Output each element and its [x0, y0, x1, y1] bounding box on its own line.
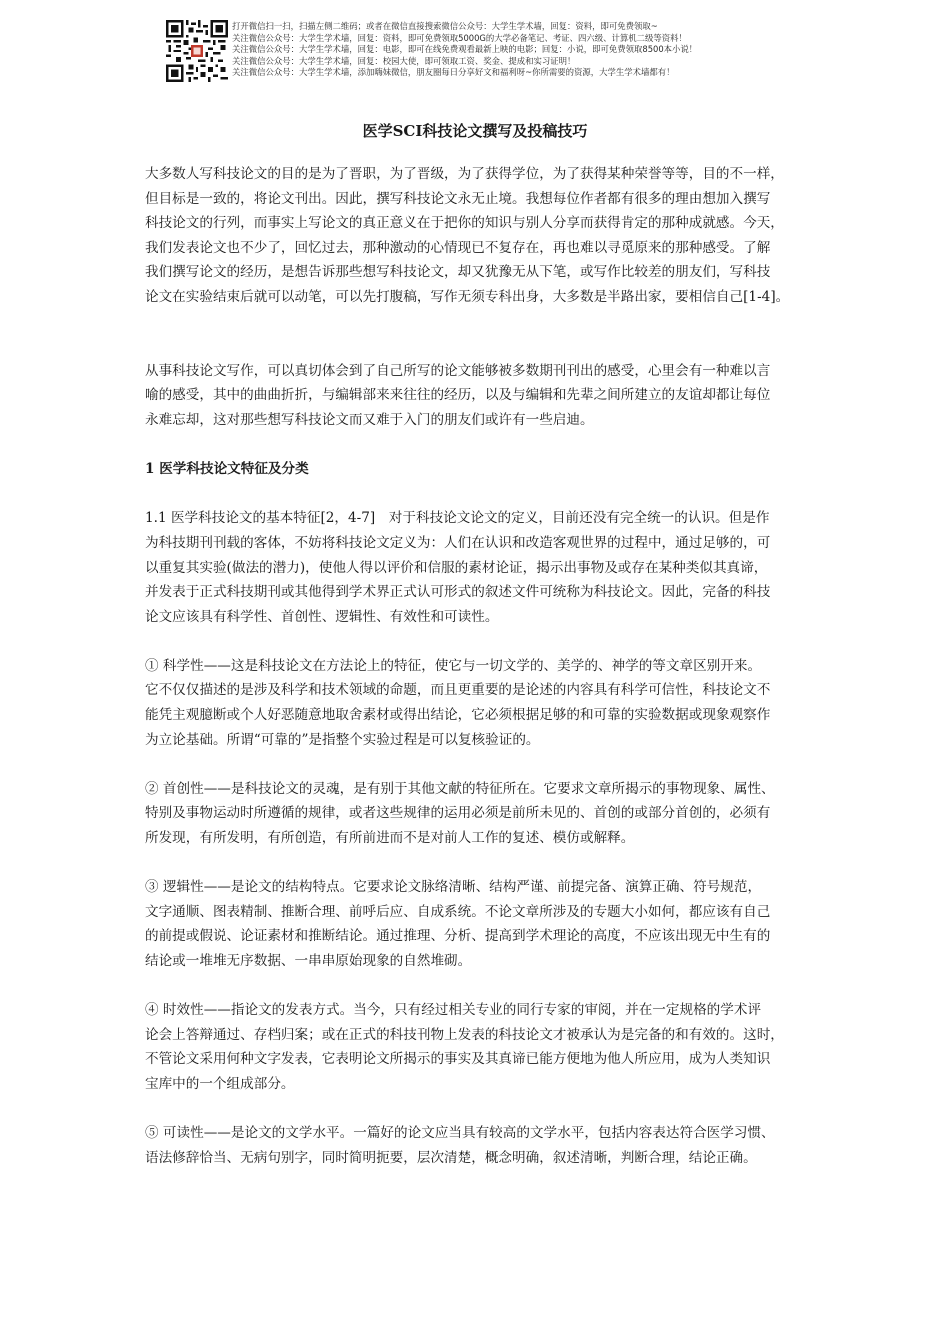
feature-item-originality — [145, 777, 825, 851]
promo-line: 关注微信公众号：大学生学术墙，回复：电影，即可在线免费观看最新上映的电影；回复：小说，即可免费领取8500本小说！ — [232, 44, 698, 54]
text-line: 特别及事物运动时所遵循的规律，或者这些规律的运用必须是前所未见的、首创的或部分首创的，必须有 — [145, 805, 771, 822]
text-line: 结论或一堆堆无序数据、一串串原始现象的自然堆砌。 — [145, 953, 472, 969]
text-line: 的前提或假说、论证素材和推断结论。通过推理、分析、提高到学术理论的高度，不应该出现无中生有的 — [145, 928, 771, 945]
text-line: 我们发表论文也不少了，回忆过去，那种激动的心情现已不复存在，再也难以寻觅原来的那种感受。了解 — [145, 239, 771, 256]
text-line: ③ 逻辑性——是论文的结构特点。它要求论文脉络清晰、结构严谨、前提完备、演算正确、符号规范， — [145, 879, 762, 896]
text-line: 从事科技论文写作，可以真切体会到了自己所写的论文能够被多数期刊刊出的感受，心里会有一种难以言 — [145, 362, 771, 379]
promo-text — [232, 21, 792, 79]
subsection-1-1 — [145, 506, 825, 629]
text-line: 论文在实验结束后就可以动笔，可以先打腹稿，写作无须专科出身，大多数是半路出家，要相信自己[1-4]。 — [145, 288, 790, 305]
text-line: 为立论基础。所谓“可靠的”是指整个实验过程是可以复核验证的。 — [145, 731, 540, 748]
text-line: ① 科学性——这是科技论文在方法论上的特征，使它与一切文学的、美学的、神学的等文章区别开来。 — [145, 657, 762, 674]
text-line: 以重复其实验(做法的潜力)，使他人得以评价和信服的素材论证，揭示出事物及或存在某种类似其真谛， — [145, 559, 768, 576]
text-line: 喻的感受，其中的曲曲折折，与编辑部来来往往的经历，以及与编辑和先辈之间所建立的友谊却都让每位 — [145, 387, 771, 404]
text-line: 但目标是一致的，将论文刊出。因此，撰写科技论文永无止境。我想每位作者都有很多的理由想加入撰写 — [145, 190, 771, 207]
text-line: 我们撰写论文的经历，是想告诉那些想写科技论文，却又犹豫无从下笔，或写作比较差的朋友们，写科技 — [145, 264, 771, 281]
text-line: 论会上答辩通过、存档归案；或在正式的科技刊物上发表的科技论文才被承认为是完备的和有效的。这时， — [145, 1026, 784, 1043]
paragraph-2 — [145, 359, 825, 433]
text-line: 文字通顺、图表精制、推断合理、前呼后应、自成系统。不论文章所涉及的专题大小如何，都应该有自己 — [145, 903, 771, 920]
text-line: 所发现，有所发明，有所创造，有所前进而不是对前人工作的复述、模仿或解释。 — [145, 830, 635, 847]
text-line: 1.1 医学科技论文的基本特征[2，4-7] 对于科技论文论文的定义，目前还没有完全统一的认识。但是作 — [145, 510, 770, 527]
text-line: 不管论文采用何种文字发表，它表明论文所揭示的事实及其真谛已能方便地为他人所应用，成为人类知识 — [145, 1051, 771, 1068]
promo-line: 打开微信扫一扫，扫描左侧二维码；或者在微信直接搜索微信公众号：大学生学术墙，回复：资料，即可免费领取~ — [232, 21, 658, 31]
promo-banner — [166, 20, 786, 86]
text-line: 宝库中的一个组成部分。 — [145, 1075, 295, 1092]
promo-line: 关注微信公众号：大学生学术墙，添加嗨妹微信，朋友圈每日分享好文和福利呀~你所需要的资源，大学生学术墙都有！ — [232, 67, 675, 77]
feature-item-scientific — [145, 654, 825, 752]
promo-line: 关注微信公众号：大学生学术墙，回复：校园大使，即可领取工资、奖金、提成和实习证明！ — [232, 55, 576, 66]
feature-item-timeliness — [145, 998, 825, 1096]
qr-code-icon[interactable] — [166, 20, 228, 82]
document-body — [145, 162, 825, 1170]
feature-item-readability — [145, 1121, 825, 1170]
text-line: 永难忘却，这对那些想写科技论文而又难于入门的朋友们或许有一些启迪。 — [145, 411, 594, 428]
intro-paragraph — [145, 162, 825, 310]
text-line: 论文应该具有科学性、首创性、逻辑性、有效性和可读性。 — [145, 608, 499, 625]
text-line: ④ 时效性——指论文的发表方式。当今，只有经过相关专业的同行专家的审阅，并在一定规格的学术评 — [145, 1002, 762, 1019]
text-line: ② 首创性——是科技论文的灵魂，是有别于其他文献的特征所在。它要求文章所揭示的事物现象、属性、 — [145, 780, 775, 797]
feature-item-logic — [145, 875, 825, 973]
text-line: 为科技期刊刊载的客体，不妨将科技论文定义为：人们在认识和改造客观世界的过程中，通过足够的，可 — [145, 534, 771, 551]
document-title: 医学SCI科技论文撰写及投稿技巧 — [362, 122, 588, 140]
text-line: 并发表于正式科技期刊或其他得到学术界正式认可形式的叙述文件可统称为科技论文。因此，完备的科技 — [145, 584, 771, 601]
text-line: 它不仅仅描述的是涉及科学和技术领域的命题，而且更重要的是论述的内容具有科学可信性，科技论文不 — [145, 682, 771, 699]
text-line: 能凭主观臆断或个人好恶随意地取舍素材或得出结论，它必须根据足够的和可靠的实验数据或现象观察作 — [145, 707, 771, 724]
text-line: ⑤ 可读性——是论文的文学水平。一篇好的论文应当具有较高的文学水平，包括内容表达符合医学习惯、 — [145, 1125, 775, 1142]
promo-line: 关注微信公众号：大学生学术墙，回复：资料，即可免费领取5000G的大学必备笔记、考证、四六级、计算机二级等资料！ — [232, 32, 687, 43]
text-line: 科技论文的行列，而事实上写论文的真正意义在于把你的知识与别人分享而获得肯定的那种成就感。今天， — [145, 215, 784, 232]
text-line: 大多数人写科技论文的目的是为了晋职，为了晋级，为了获得学位，为了获得某种荣誉等等，目的不一样， — [145, 166, 784, 182]
section-heading: 1 医学科技论文特征及分类 — [145, 461, 309, 478]
text-line: 语法修辞恰当、无病句别字，同时简明扼要，层次清楚，概念明确，叙述清晰，判断合理，结论正确。 — [145, 1149, 757, 1166]
